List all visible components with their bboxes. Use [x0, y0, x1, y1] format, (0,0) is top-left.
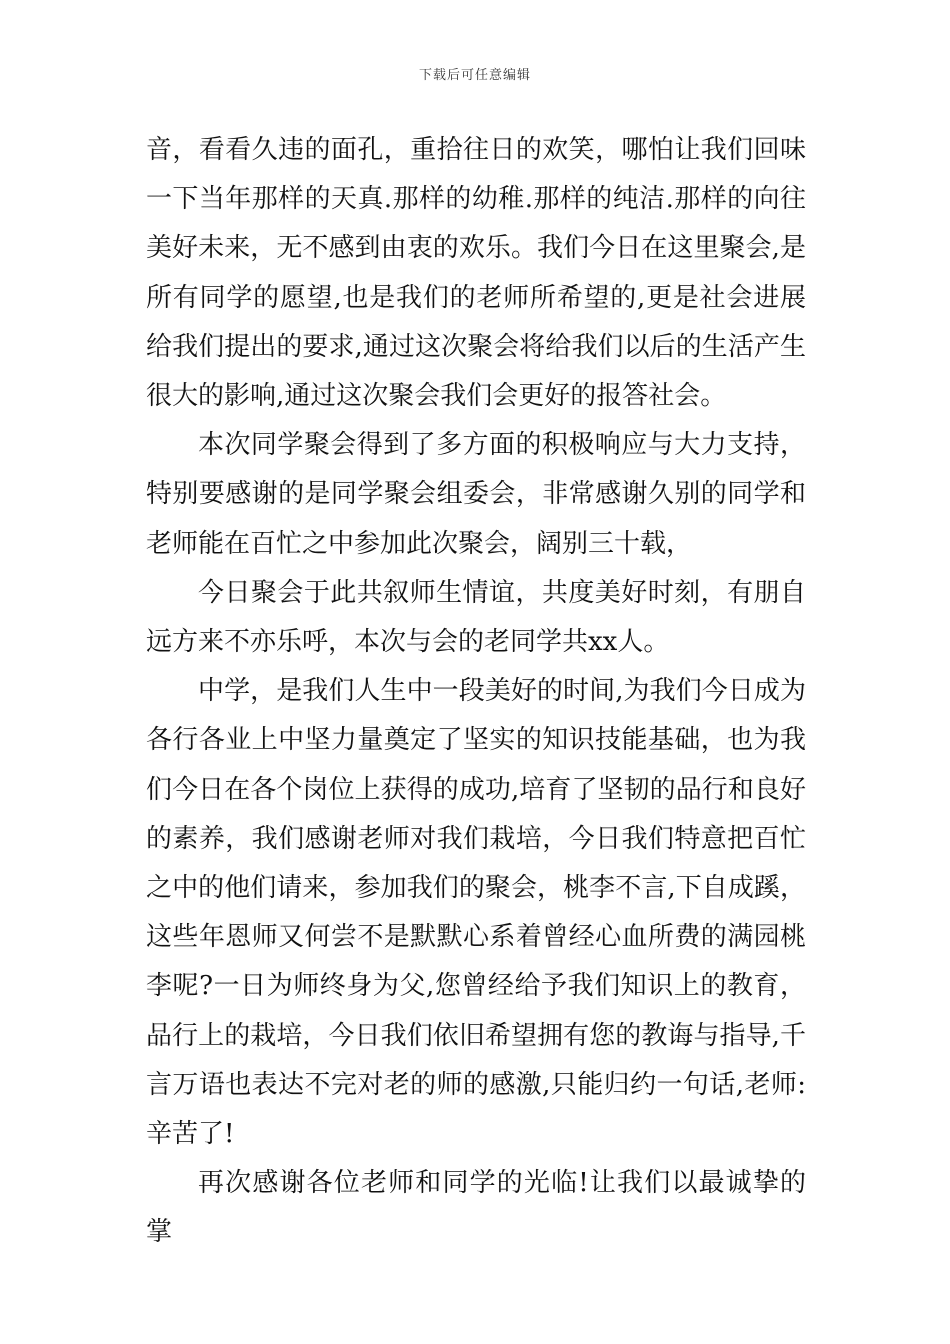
document-body [146, 126, 806, 1258]
paragraph-2: 本次同学聚会得到了多方面的积极响应与大力支持，特别要感谢的是同学聚会组委会，非常感谢久别的同学和老师能在百忙之中参加此次聚会，阔别三十载， [146, 430, 806, 559]
paragraph-5: 再次感谢各位老师和同学的光临!让我们以最诚挚的掌 [146, 1168, 806, 1248]
page-header: 下载后可任意编辑 [418, 68, 531, 83]
paragraph-4: 中学，是我们人生中一段美好的时间,为我们今日成为各行各业上中坚力量奠定了坚实的知识技能基础，也为我们今日在各个岗位上获得的成功,培育了坚韧的品行和良好的素养，我们感谢老师对我们栽培，今日我们特意把百忙之中的他们请来，参加我们的聚会，桃李不言,下自成蹊，这些年恩师又何尝不是默默心系着曾经心血所费的满园桃李呢?一日为师终身为父,您曾经给予我们知识上的教育，品行上的栽培，今日我们依旧希望拥有您的教诲与指导,千言万语也表达不完对老的师的感激,只能归约一句话,老师:辛苦了! [146, 676, 806, 1150]
paragraph-3: 今日聚会于此共叙师生情谊，共度美好时刻，有朋自远方来不亦乐呼，本次与会的老同学共xx人。 [146, 577, 806, 658]
paragraph-1: 音，看看久违的面孔，重拾往日的欢笑，哪怕让我们回味一下当年那样的天真.那样的幼稚.那样的纯洁.那样的向往美好未来，无不感到由衷的欢乐。我们今日在这里聚会,是所有同学的愿望,也是我们的老师所希望的,更是社会进展给我们提出的要求,通过这次聚会将给我们以后的生活产生很大的影响,通过这次聚会我们会更好的报答社会。 [146, 135, 806, 412]
